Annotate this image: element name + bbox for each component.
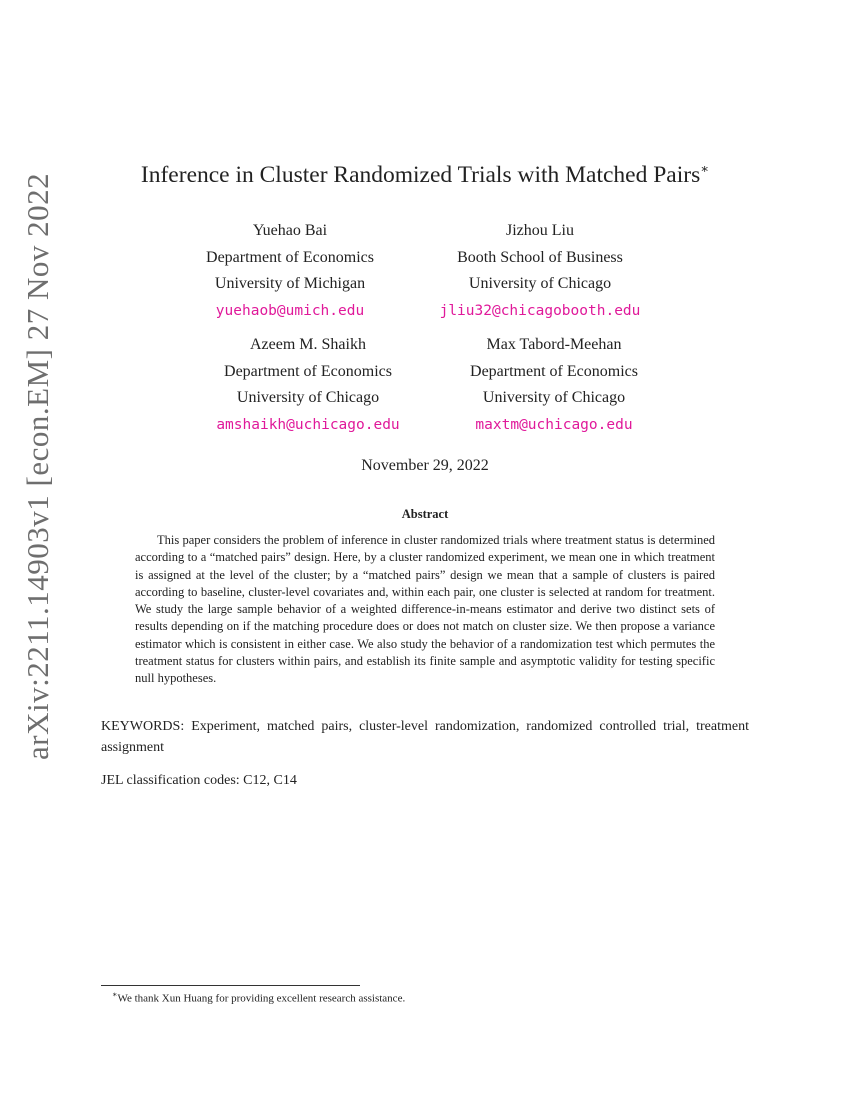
footnote-divider: [101, 985, 360, 986]
author-institution: University of Chicago: [468, 275, 612, 292]
abstract-heading: Abstract: [401, 507, 449, 521]
author-block-2: [390, 218, 690, 324]
author-institution: University of Michigan: [214, 275, 366, 292]
author-email-link[interactable]: yuehaob@umich.edu: [215, 302, 365, 319]
author-name: Max Tabord-Meehan: [486, 336, 622, 353]
author-department: Department of Economics: [470, 362, 638, 380]
publication-date: November 29, 2022: [361, 457, 489, 474]
footnote-mark: ∗: [112, 990, 118, 999]
author-institution: University of Chicago: [236, 389, 380, 406]
author-email-link[interactable]: maxtm@uchicago.edu: [475, 416, 633, 433]
author-department: Booth School of Business: [457, 248, 623, 266]
footnote: [112, 990, 405, 1005]
title-footnote-mark: ∗: [700, 161, 710, 177]
jel-codes: JEL classification codes: C12, C14: [101, 773, 297, 788]
author-block-4: [404, 332, 704, 438]
author-department: Department of Economics: [224, 362, 392, 380]
paper-title-text: Inference in Cluster Randomized Trials with Matched Pairs: [140, 162, 701, 188]
author-name: Jizhou Liu: [506, 222, 574, 239]
author-email-link[interactable]: amshaikh@uchicago.edu: [216, 416, 400, 433]
keywords-paragraph: KEYWORDS: Experiment, matched pairs, cluster-level randomization, randomized controlled trial, treatment assignment: [101, 719, 749, 755]
author-email-link[interactable]: jliu32@chicagobooth.edu: [439, 302, 641, 319]
author-name: Yuehao Bai: [252, 222, 328, 239]
footnote-text: We thank Xun Huang for providing excellent research assistance.: [117, 992, 406, 1005]
abstract-text: This paper considers the problem of inference in cluster randomized trials where treatment status is determined according to a “matched pairs” design. Here, by a cluster randomized experiment, we mean one in which treatment is assigned at the level of the cluster; by a “matched pairs” design we mean that a sample of clusters is paired according to baseline, cluster-level covariates and, within each pair, one cluster is selected at random for treatment. We study the large sample behavior of a weighted difference-in-means estimator and derive two distinct sets of results depending on if the matching procedure does or does not match on cluster size. We then propose a variance estimator which is consistent in either case. We also study the behavior of a randomization test which permutes the treatment status for clusters within pairs, and establish its finite sample and asymptotic validity for testing specific null hypotheses.: [135, 533, 715, 686]
author-department: Department of Economics: [206, 248, 374, 266]
author-institution: University of Chicago: [482, 389, 626, 406]
paper-title: [0, 160, 850, 190]
author-name: Azeem M. Shaikh: [250, 336, 366, 353]
arxiv-side-stamp: arXiv:2211.14903v1 [econ.EM] 27 Nov 2022: [20, 172, 55, 760]
